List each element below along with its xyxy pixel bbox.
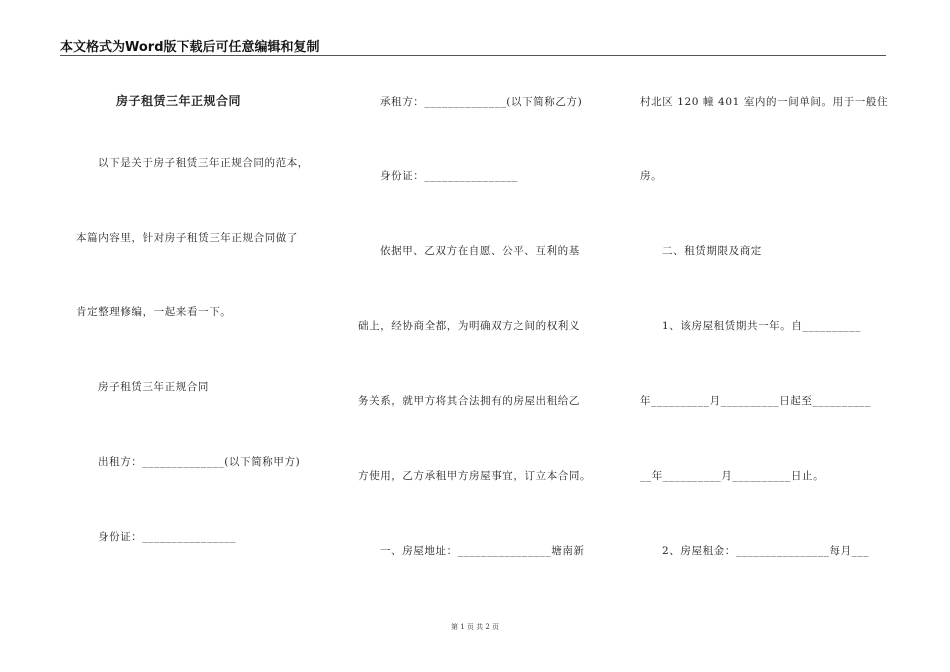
lease-term-line: __年__________月__________日止。 (640, 470, 825, 482)
paragraph-line: 本篇内容里，针对房子租赁三年正规合同做了 (76, 232, 298, 244)
rent-field: 2、房屋租金：________________每月___ (662, 545, 870, 557)
paragraph-line: 依据甲、乙双方在自愿、公平、互利的基 (380, 245, 580, 257)
section-heading: 二、租赁期限及商定 (662, 245, 762, 257)
paragraph-line: 务关系，就甲方将其合法拥有的房屋出租给乙 (358, 395, 580, 407)
address-field: 一、房屋地址：________________塘南新 (380, 545, 585, 557)
paragraph-line: 方使用，乙方承租甲方房屋事宜，订立本合同。 (358, 470, 592, 482)
paragraph-line: 房。 (640, 170, 663, 182)
header-divider (60, 55, 886, 56)
lessee-id-field: 身份证：________________ (380, 170, 518, 182)
paragraph-line: 础上，经协商全都，为明确双方之间的权利义 (358, 320, 580, 332)
lessor-field: 出租方：______________(以下简称甲方) (98, 456, 301, 468)
lease-term-line: 年__________月__________日起至__________ (640, 395, 871, 407)
paragraph-line: 以下是关于房子租赁三年正规合同的范本， (98, 157, 309, 169)
paragraph-line: 房子租赁三年正规合同 (98, 381, 209, 393)
document-header: 本文格式为Word版下载后可任意编辑和复制 (60, 40, 320, 55)
lease-term-line: 1、该房屋租赁期共一年。自__________ (662, 320, 861, 332)
page-number: 第 1 页 共 2 页 (450, 623, 500, 631)
paragraph-line: 村北区 120 幢 401 室内的一间单间。用于一般住 (640, 96, 889, 108)
paragraph-line: 肯定整理修编，一起来看一下。 (76, 306, 232, 318)
document-title: 房子租赁三年正规合同 (116, 94, 242, 108)
lessee-field: 承租方：______________(以下简称乙方) (380, 96, 583, 108)
lessor-id-field: 身份证：________________ (98, 531, 236, 543)
